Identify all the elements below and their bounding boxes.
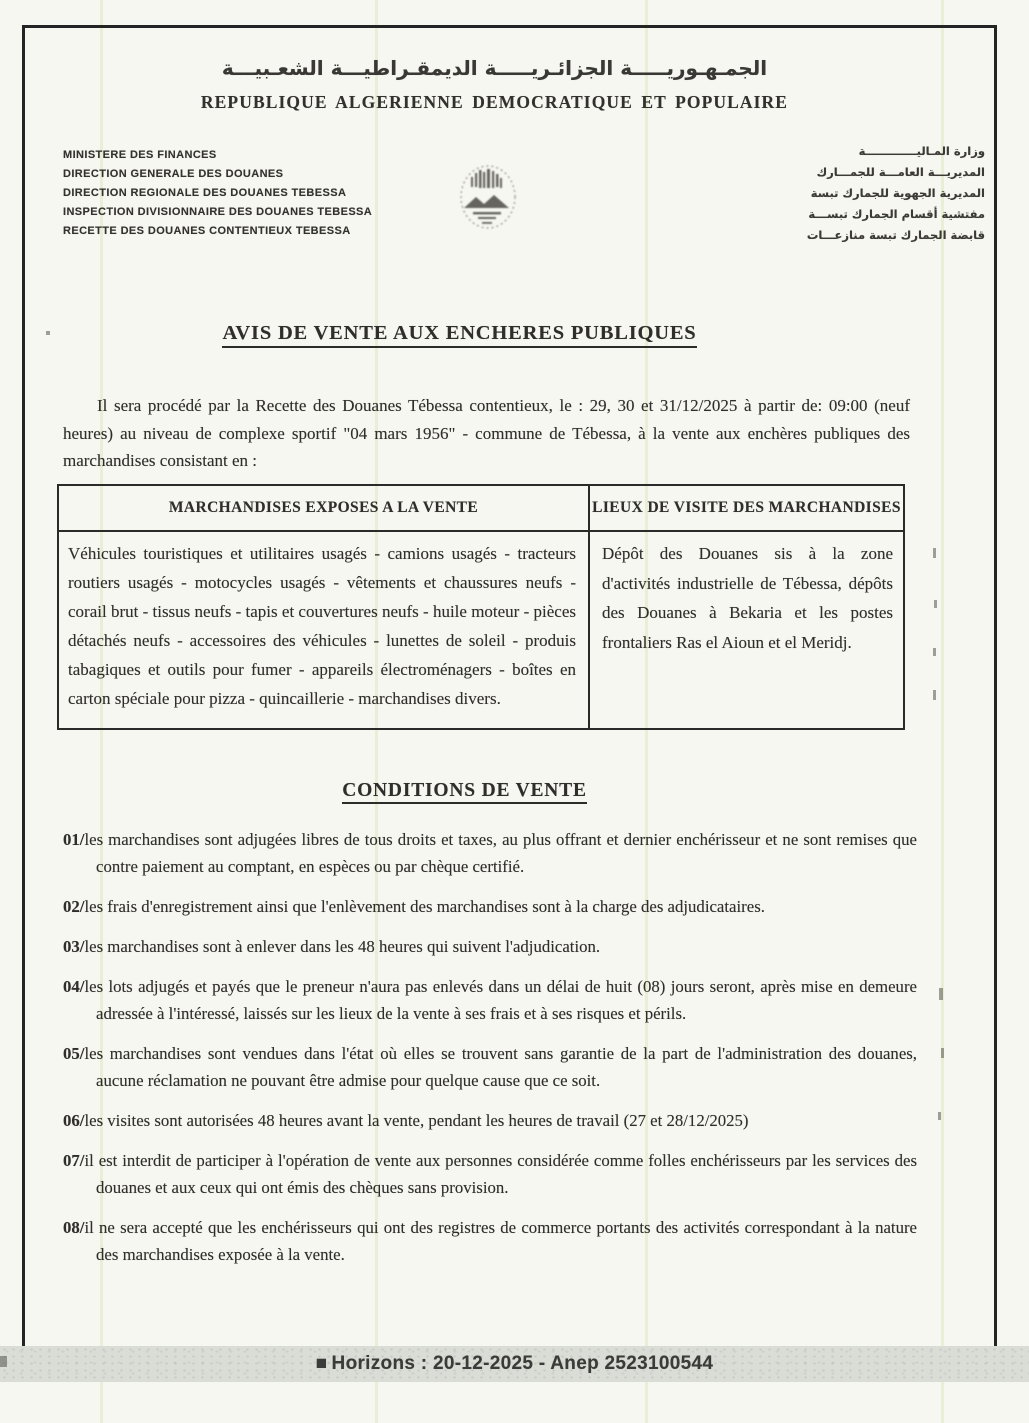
ministry-line-arabic: مفتشية أقسام الجمارك تبســـة xyxy=(808,207,985,221)
conditions-list xyxy=(63,826,917,1281)
goods-table xyxy=(57,484,905,730)
condition-number: 05/ xyxy=(63,1044,85,1063)
square-bullet-icon: ■ xyxy=(315,1353,328,1374)
ministry-line: INSPECTION DIVISIONNAIRE DES DOUANES TEBESSA xyxy=(63,206,373,218)
visit-locations-column-header: LIEUX DE VISITE DES MARCHANDISES xyxy=(590,486,903,532)
condition-item xyxy=(63,933,917,960)
ministry-line-arabic: قابضة الجمارك تبسة منازعـــات xyxy=(806,228,985,242)
condition-item xyxy=(63,1214,917,1268)
ministry-line-arabic: المديرية الجهوية للجمارك تبسة xyxy=(810,186,985,200)
ministry-line: RECETTE DES DOUANES CONTENTIEUX TEBESSA xyxy=(63,225,351,237)
notice-intro-paragraph: Il sera procédé par la Recette des Douanes Tébessa contentieux, le : 29, 30 et 31/12/2025 à partir de: 09:00 (neuf heures) au niveau de complexe sportif "04 mars 1956" - commune de Tébessa, à la vente aux enchères publiques des marchandises consistant en : xyxy=(63,396,910,470)
ministry-line: DIRECTION REGIONALE DES DOUANES TEBESSA xyxy=(63,187,347,199)
publication-credit: ■ Horizons : 20-12-2025 - Anep 2523100544 xyxy=(315,1353,714,1374)
ministry-block-arabic xyxy=(807,141,985,246)
condition-item xyxy=(63,1040,917,1094)
condition-number: 04/ xyxy=(63,977,85,996)
condition-text: les marchandises sont vendues dans l'état où elles se trouvent sans garantie de la part de l'administration des douanes, aucune réclamation ne pouvant être admise pour quelque cause que ce soit. xyxy=(84,1044,917,1090)
condition-item xyxy=(63,826,917,880)
condition-text: les frais d'enregistrement ainsi que l'enlèvement des marchandises sont à la charge des adjudicataires. xyxy=(84,897,765,916)
goods-list-cell: Véhicules touristiques et utilitaires usagés - camions usagés - tracteurs routiers usagés - motocycles usagés - vêtements et chaussures neufs - corail brut - tissus neufs - tapis et couvertures neufs - huile moteur - pièces détachés neufs - accessoires des véhicules - lunettes de soleil - produis tabagiques et outils pour fumer - appareils électroménagers - boîtes en carton spéciale pour pizza - quincaillerie - marchandises divers. xyxy=(59,532,590,728)
ministry-line-arabic: المديريـــة العامـــة للجمـــارك xyxy=(816,165,985,179)
republic-title-arabic: الجمـهـوريـــــة الجزائـريـــــة الديمقـراطيـــة الشعـبيـــة xyxy=(221,56,768,80)
customs-seal-icon xyxy=(452,160,524,240)
condition-number: 01/ xyxy=(63,830,85,849)
condition-number: 02/ xyxy=(63,897,85,916)
condition-text: les marchandises sont adjugées libres de tous droits et taxes, au plus offrant et dernier enchérisseur et ne sont remises que contre paiement au comptant, en espèces ou par chèque certifié. xyxy=(84,830,917,876)
condition-text: les marchandises sont à enlever dans les 48 heures qui suivent l'adjudication. xyxy=(84,937,601,956)
ministry-line: DIRECTION GENERALE DES DOUANES xyxy=(63,168,284,180)
visit-locations-cell: Dépôt des Douanes sis à la zone d'activités industrielle de Tébessa, dépôts des Douanes à Bekaria et les postes frontaliers Ras el Aioun et el Meridj. xyxy=(602,544,893,652)
publication-credit-band xyxy=(0,1346,1029,1382)
ministry-line-arabic: وزارة المـاليـــــــــــــة xyxy=(858,144,985,158)
condition-text: les visites sont autorisées 48 heures avant la vente, pendant les heures de travail (27 et 28/12/2025) xyxy=(84,1111,749,1130)
notice-title: AVIS DE VENTE AUX ENCHERES PUBLIQUES xyxy=(0,322,919,345)
condition-item xyxy=(63,1107,917,1134)
condition-number: 08/ xyxy=(63,1218,85,1237)
condition-item xyxy=(63,973,917,1027)
condition-number: 07/ xyxy=(63,1151,85,1170)
condition-item xyxy=(63,893,917,920)
condition-text: les lots adjugés et payés que le preneur n'aura pas enlevés dans un délai de huit (08) jours seront, après mise en demeure adressée à l'intéressé, laissés sur les lieux de la vente à ses frais et à ses risques et périls. xyxy=(84,977,917,1023)
condition-text: il ne sera accepté que les enchérisseurs qui ont des registres de commerce portants des activités correspondant à la nature des marchandises exposée à la vente. xyxy=(84,1218,917,1264)
ministry-line: MINISTERE DES FINANCES xyxy=(63,149,217,161)
condition-text: il est interdit de participer à l'opération de vente aux personnes considérée comme folles enchérisseurs par les services des douanes et aux ceux qui ont émis des chèques sans provision. xyxy=(84,1151,917,1197)
republic-title-french: REPUBLIQUE ALGERIENNE DEMOCRATIQUE ET POPULAIRE xyxy=(200,92,789,112)
condition-number: 03/ xyxy=(63,937,85,956)
ministry-block-french xyxy=(63,146,372,241)
condition-item xyxy=(63,1147,917,1201)
condition-number: 06/ xyxy=(63,1111,85,1130)
goods-column-header: MARCHANDISES EXPOSES A LA VENTE xyxy=(59,486,590,532)
conditions-title: CONDITIONS DE VENTE xyxy=(0,780,929,802)
